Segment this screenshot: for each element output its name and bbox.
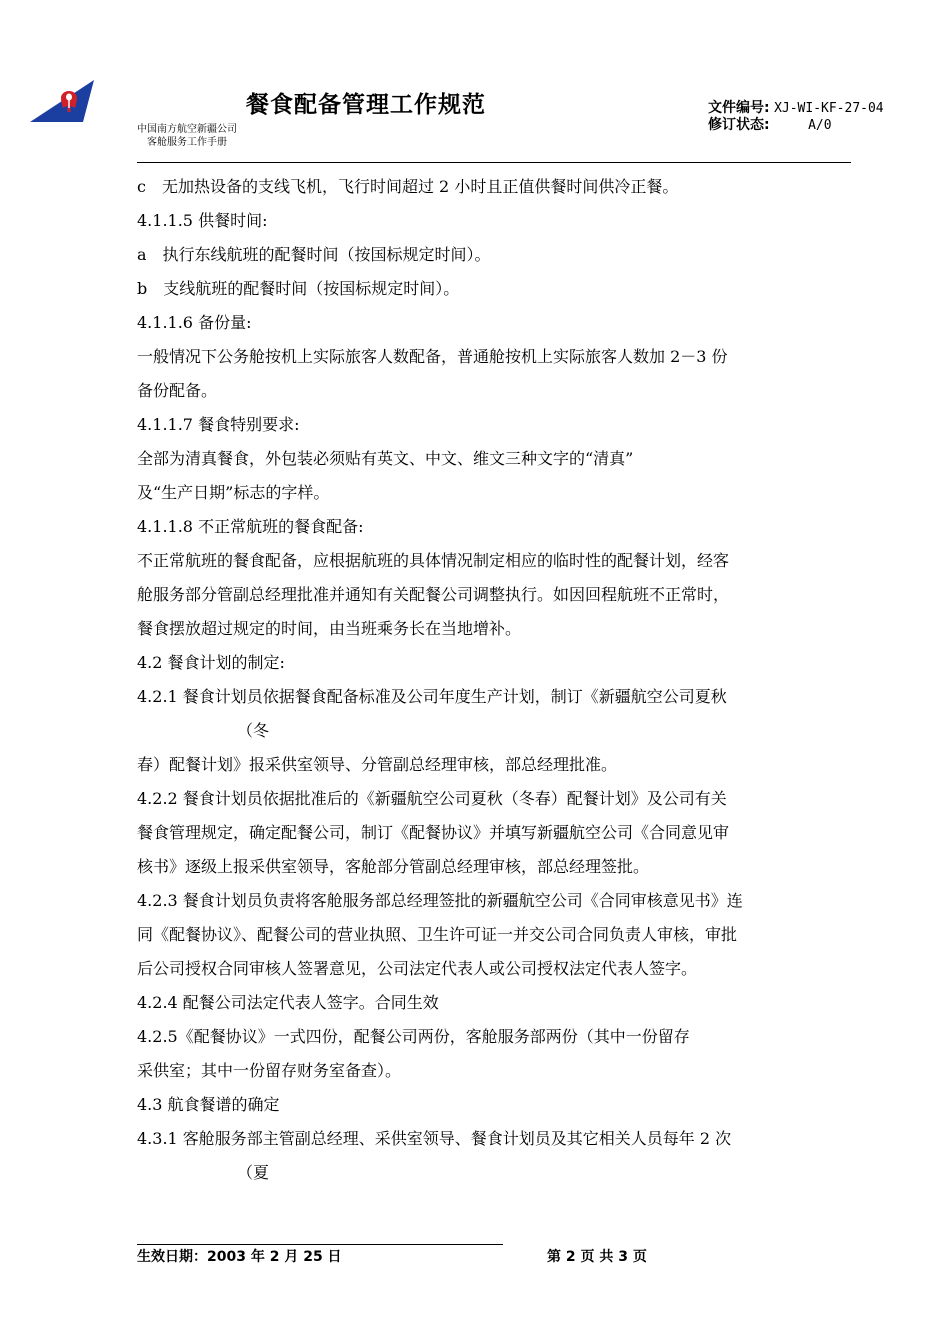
paragraph: 餐食管理规定，确定配餐公司，制订《配餐协议》并填写新疆航空公司《合同意见审 [137,823,730,842]
paragraph: 同《配餐协议》、配餐公司的营业执照、卫生许可证一并交公司合同负责人审核，审批 [137,925,738,944]
company-logo-icon [28,78,96,124]
document-body [137,170,853,1190]
paragraph: 采供室；其中一份留存财务室备查）。 [137,1061,402,1080]
paragraph: c 无加热设备的支线飞机，飞行时间超过 2 小时且正值供餐时间供冷正餐。 [137,177,679,196]
paragraph: 4.2.2 餐食计划员依据批准后的《新疆航空公司夏秋（冬春）配餐计划》及公司有关 [137,789,727,808]
doc-number-value: XJ-WI-KF-27-04 [774,101,884,116]
doc-number-label: 文件编号: [708,100,770,116]
paragraph: 舱服务部分管副总经理批准并通知有关配餐公司调整执行。如因回程航班不正常时， [137,585,730,604]
revision-value: A/0 [808,118,832,133]
section-heading: 4.3 航食餐谱的确定 [137,1095,280,1114]
document-title: 餐食配备管理工作规范 [246,92,486,118]
paragraph: 餐食摆放超过规定的时间，由当班乘务长在当地增补。 [137,619,522,638]
paragraph: 备份配备。 [137,381,218,400]
paragraph: 4.2.5《配餐协议》一式四份，配餐公司两份，客舱服务部两份（其中一份留存 [137,1027,690,1046]
paragraph: 4.2.1 餐食计划员依据餐食配备标准及公司年度生产计划，制订《新疆航空公司夏秋 [137,687,727,706]
section-heading: 4.2 餐食计划的制定: [137,653,285,672]
paragraph: 及“生产日期”标志的字样。 [137,483,330,502]
section-heading: 4.1.1.5 供餐时间: [137,211,268,230]
paragraph: 4.2.3 餐食计划员负责将客舱服务部总经理签批的新疆航空公司《合同审核意见书》连 [137,891,743,910]
paragraph: 核书》逐级上报采供室领导，客舱部分管副总经理审核，部总经理签批。 [137,857,650,876]
paragraph: 一般情况下公务舱按机上实际旅客人数配备，普通舱按机上实际旅客人数加 2－3 份 [137,347,728,366]
paragraph: 后公司授权合同审核人签署意见，公司法定代表人或公司授权法定代表人签字。 [137,959,698,978]
paragraph: 全部为清真餐食，外包装必须贴有英文、中文、维文三种文字的“清真” [137,449,634,468]
section-heading: 4.1.1.8 不正常航班的餐食配备: [137,517,364,536]
header-divider [137,162,851,163]
company-info [137,123,237,149]
paragraph: 春）配餐计划》报采供室领导、分管副总经理审核，部总经理批准。 [137,755,618,774]
paragraph: （夏 [237,1163,270,1182]
footer-divider [137,1244,503,1245]
section-heading: 4.1.1.6 备份量: [137,313,252,332]
paragraph: a 执行东线航班的配餐时间（按国标规定时间）。 [137,245,491,264]
paragraph: 不正常航班的餐食配备，应根据航班的具体情况制定相应的临时性的配餐计划，经客 [137,551,730,570]
effective-date: 生效日期：2003 年 2 月 25 日 [137,1249,342,1265]
paragraph: 4.3.1 客舱服务部主管副总经理、采供室领导、餐食计划员及其它相关人员每年 2 次 [137,1129,732,1148]
paragraph: 4.2.4 配餐公司法定代表人签字。合同生效 [137,993,439,1012]
company-name: 中国南方航空新疆公司 [137,124,237,135]
page-number: 第 2 页 共 3 页 [547,1249,647,1265]
section-heading: 4.1.1.7 餐食特别要求: [137,415,300,434]
document-meta [708,100,884,134]
paragraph: b 支线航班的配餐时间（按国标规定时间）。 [137,279,460,298]
paragraph: （冬 [237,721,270,740]
revision-label: 修订状态: [708,117,770,133]
manual-name: 客舱服务工作手册 [147,137,227,148]
